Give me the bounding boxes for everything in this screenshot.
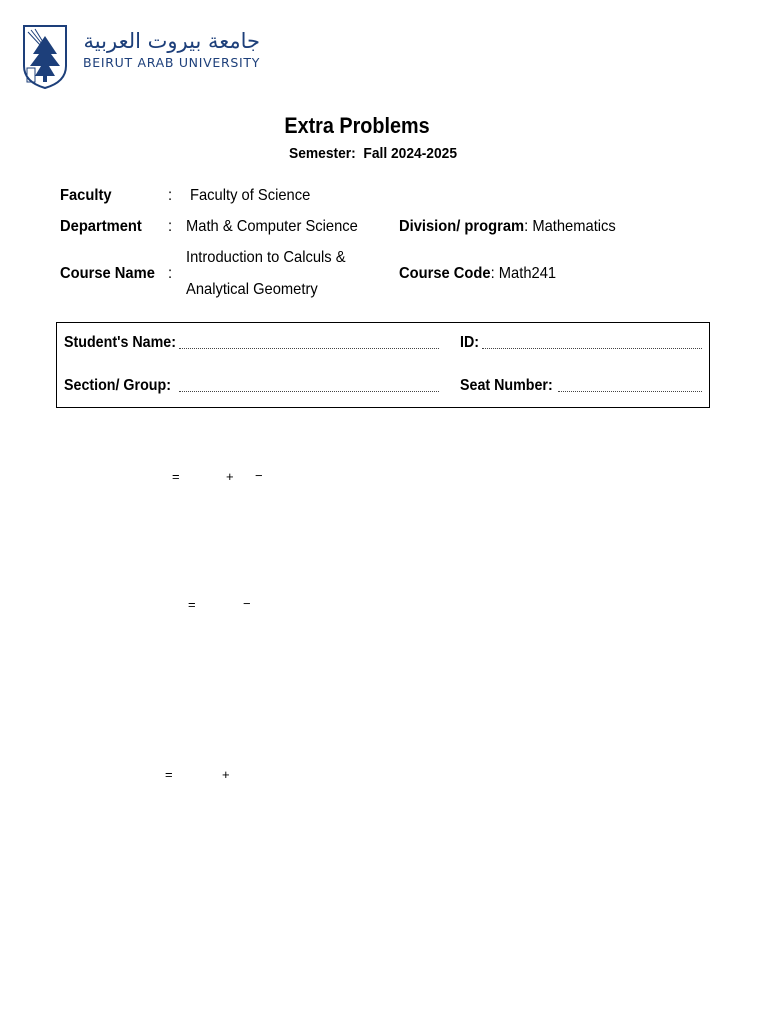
problem-3-equals: = (165, 767, 173, 782)
course-name-colon: : (168, 265, 173, 282)
problem-1-plus: + (226, 469, 234, 484)
course-name-label: Course Name (60, 265, 155, 282)
student-id-label: ID: (460, 334, 480, 351)
course-code-label: Course Code (399, 265, 491, 282)
section-group-label: Section/ Group: (64, 377, 171, 394)
faculty-label: Faculty (60, 187, 112, 204)
problem-2-minus: − (243, 596, 251, 611)
course-name-line1: Introduction to Calculs & (186, 249, 346, 266)
logo-english-text: BEIRUT ARAB UNIVERSITY (83, 55, 261, 70)
problem-2-equals: = (188, 597, 196, 612)
student-name-label: Student's Name: (64, 334, 176, 351)
problem-3-plus: + (222, 767, 230, 782)
department-label: Department (60, 218, 142, 235)
problem-1-equals: = (172, 469, 180, 484)
division-value: : Mathematics (524, 218, 616, 235)
seat-number-label: Seat Number: (460, 377, 553, 394)
logo-arabic-text: جامعة بيروت العربية (83, 29, 260, 53)
faculty-colon: : (168, 187, 173, 204)
faculty-value: Faculty of Science (190, 187, 311, 204)
student-id-field[interactable] (482, 348, 702, 349)
cedar-shield-icon (21, 24, 69, 90)
course-code-value: : Math241 (490, 265, 557, 282)
student-name-field[interactable] (179, 348, 439, 349)
division-field (399, 217, 616, 237)
division-label: Division/ program (399, 218, 525, 235)
semester-line: Semester: Fall 2024-2025 (288, 145, 458, 162)
course-name-line2: Analytical Geometry (186, 281, 318, 298)
department-colon: : (168, 218, 173, 235)
problem-1-minus: − (255, 468, 263, 483)
course-code-field (399, 264, 556, 284)
student-info-box (56, 322, 710, 408)
department-value: Math & Computer Science (186, 218, 358, 235)
seat-number-field[interactable] (558, 391, 702, 392)
section-group-field[interactable] (179, 391, 439, 392)
page-title: Extra Problems (284, 113, 430, 138)
